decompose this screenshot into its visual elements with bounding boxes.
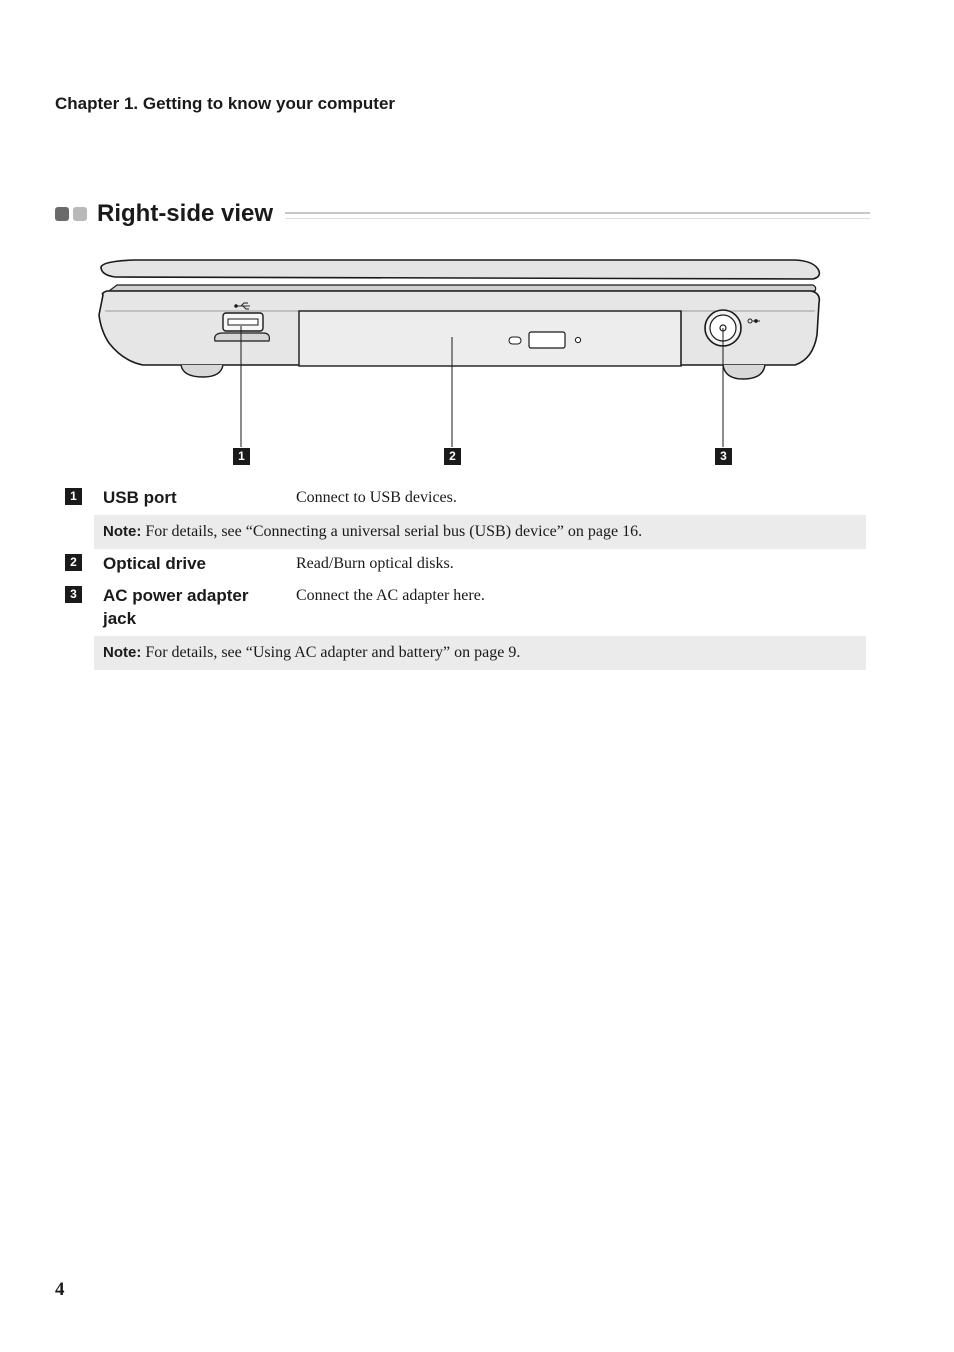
item-number-1: 1 — [65, 488, 82, 505]
section-bullet-light-icon — [73, 207, 87, 221]
laptop-illustration — [95, 255, 825, 470]
item-description-ac-power-adapter-jack: Connect the AC adapter here. — [296, 587, 485, 604]
callout-2: 2 — [444, 448, 461, 465]
section-title: Right-side view — [97, 198, 279, 230]
usb-port-tongue — [228, 319, 258, 325]
item-term-ac-power-adapter-jack: AC power adapter jack — [103, 586, 249, 628]
optical-drive-emergency-eject-hole — [575, 337, 580, 342]
item-term-usb-port: USB port — [103, 488, 177, 507]
callout-1: 1 — [233, 448, 250, 465]
section-rule — [285, 212, 870, 219]
laptop-foot-right — [723, 365, 765, 379]
laptop-lid — [101, 260, 819, 279]
note-label: Note: — [103, 523, 142, 540]
optical-drive-led — [509, 337, 521, 344]
chapter-heading: Chapter 1. Getting to know your computer — [55, 94, 396, 113]
usb-port-recess — [215, 333, 270, 341]
callout-3: 3 — [715, 448, 732, 465]
page-number: 4 — [55, 1279, 65, 1300]
laptop-foot-left — [181, 365, 223, 377]
note-text: For details, see “Using AC adapter and battery” on page 9. — [141, 644, 521, 661]
item-description-optical-drive: Read/Burn optical disks. — [296, 555, 454, 572]
laptop-hinge — [109, 285, 816, 291]
section-bullet-dark-icon — [55, 207, 69, 221]
note-usb — [94, 515, 866, 549]
note-label: Note: — [103, 644, 142, 661]
section-header — [55, 198, 870, 230]
optical-drive-eject-button — [529, 332, 565, 348]
optical-drive-tray — [299, 311, 681, 366]
laptop-right-side-diagram — [95, 255, 825, 470]
item-number-3: 3 — [65, 586, 82, 603]
note-ac-adapter — [94, 636, 866, 670]
item-number-2: 2 — [65, 554, 82, 571]
item-description-usb-port: Connect to USB devices. — [296, 489, 457, 506]
item-term-optical-drive: Optical drive — [103, 554, 206, 573]
note-text: For details, see “Connecting a universal serial bus (USB) device” on page 16. — [141, 523, 643, 540]
